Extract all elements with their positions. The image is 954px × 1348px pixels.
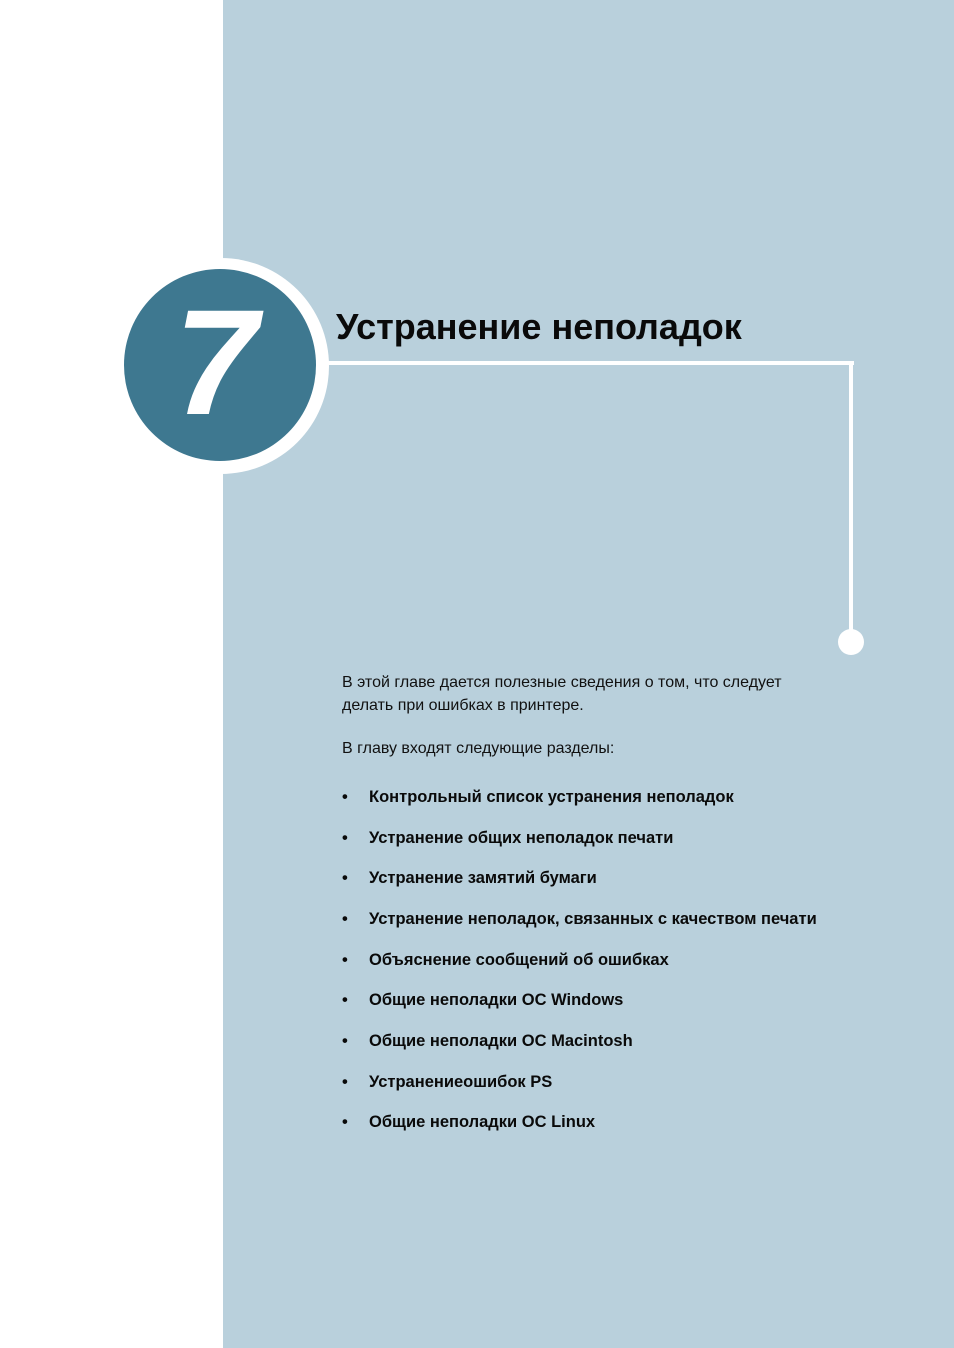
intro-line-1: В этой главе дается полезные сведения о том, что следует: [342, 674, 782, 691]
chapter-number-badge: [124, 269, 316, 461]
chapter-toc-list: [342, 777, 817, 1143]
toc-item-checklist[interactable]: [342, 777, 817, 818]
toc-item-label: Устранение общих неполадок печати: [369, 828, 674, 847]
toc-lead: В главу входят следующие разделы:: [342, 740, 615, 757]
bullet-icon: •: [342, 1113, 348, 1132]
bullet-icon: •: [342, 991, 348, 1010]
toc-item-label: Объяснение сообщений об ошибках: [369, 950, 669, 969]
toc-item-paper-jams[interactable]: [342, 858, 817, 899]
toc-item-label: Устранение замятий бумаги: [369, 869, 597, 888]
bullet-icon: •: [342, 1072, 348, 1091]
bullet-icon: •: [342, 869, 348, 888]
toc-item-general-printing[interactable]: [342, 818, 817, 859]
toc-item-label: Общие неполадки ОС Linux: [369, 1113, 596, 1132]
toc-item-macintosh[interactable]: [342, 1021, 817, 1062]
intro-line-2: делать при ошибках в принтере.: [342, 697, 584, 714]
title-underline-rule: [318, 361, 854, 365]
toc-item-label: Контрольный список устранения неполадок: [369, 787, 734, 806]
bullet-icon: •: [342, 828, 348, 847]
toc-item-linux[interactable]: [342, 1103, 817, 1144]
chapter-intro: [342, 671, 862, 717]
rule-end-dot: [838, 629, 864, 655]
toc-item-label: Устранение неполадок, связанных с качеством печати: [369, 909, 817, 928]
chapter-title: Устранение неполадок: [336, 306, 742, 347]
bullet-icon: •: [342, 787, 348, 806]
bullet-icon: •: [342, 950, 348, 969]
title-vertical-rule: [849, 361, 853, 633]
bullet-icon: •: [342, 1031, 348, 1050]
toc-item-print-quality[interactable]: [342, 899, 817, 940]
toc-item-ps-errors[interactable]: [342, 1062, 817, 1103]
toc-item-label: Общие неполадки ОС Windows: [369, 991, 624, 1010]
chapter-number: 7: [174, 278, 258, 446]
toc-item-label: Устранениеошибок PS: [369, 1072, 553, 1091]
toc-item-label: Общие неполадки ОС Macintosh: [369, 1031, 633, 1050]
bullet-icon: •: [342, 909, 348, 928]
toc-item-error-messages[interactable]: [342, 940, 817, 981]
toc-item-windows[interactable]: [342, 980, 817, 1021]
